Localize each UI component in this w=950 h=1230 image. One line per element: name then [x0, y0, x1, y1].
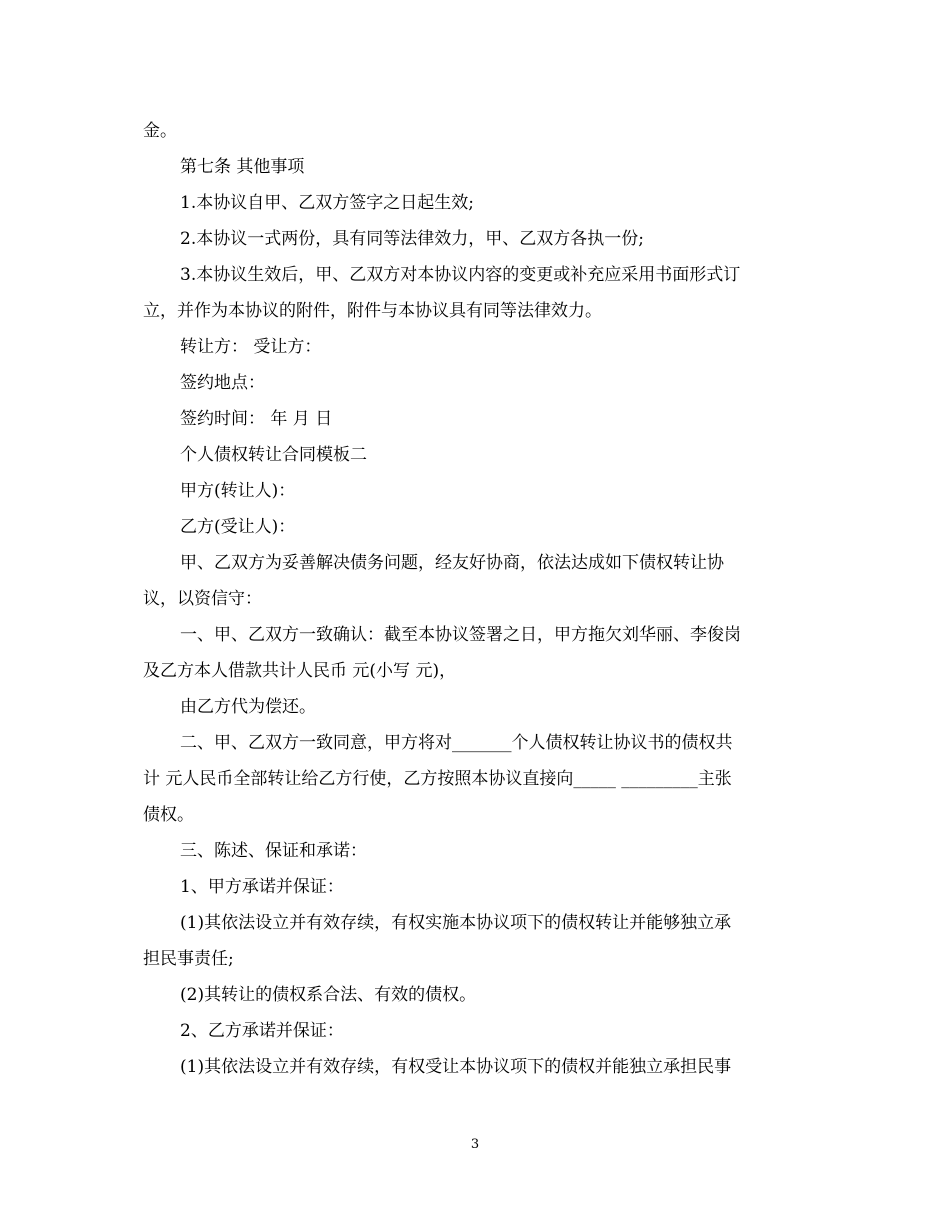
text-line: 个人债权转让合同模板二 — [180, 445, 367, 465]
text-line: 2.本协议一式两份，具有同等法律效力，甲、乙双方各执一份; — [180, 229, 644, 249]
text-line: 议，以资信守： — [143, 589, 262, 609]
text-line: 由乙方代为偿还。 — [180, 697, 316, 717]
document-body — [143, 113, 808, 1085]
text-line: 甲、乙双方为妥善解决债务问题，经友好协商，依法达成如下债权转让协 — [180, 553, 724, 573]
text-line: 第七条 其他事项 — [180, 157, 305, 177]
text-line: 转让方： 受让方： — [180, 337, 322, 357]
text-line: (1)其依法设立并有效存续，有权受让本协议项下的债权并能独立承担民事 — [180, 1057, 732, 1077]
text-line: 1、甲方承诺并保证： — [180, 877, 344, 897]
text-line: 2、乙方承诺并保证： — [180, 1021, 344, 1041]
text-line: 立，并作为本协议的附件，附件与本协议具有同等法律效力。 — [143, 301, 602, 321]
text-line: 债权。 — [143, 805, 194, 825]
text-line: 及乙方本人借款共计人民币 元(小写 元)， — [143, 661, 457, 681]
text-line: 计 元人民币全部转让给乙方行使，乙方按照本协议直接向_____ _________主张 — [143, 769, 732, 789]
text-line: (1)其依法设立并有效存续，有权实施本协议项下的债权转让并能够独立承 — [180, 913, 732, 933]
text-line: 乙方(受让人)： — [180, 517, 296, 537]
text-line: (2)其转让的债权系合法、有效的债权。 — [180, 985, 477, 1005]
text-line: 二、甲、乙双方一致同意，甲方将对_______个人债权转让协议书的债权共 — [180, 733, 733, 753]
text-line: 3.本协议生效后，甲、乙双方对本协议内容的变更或补充应采用书面形式订 — [180, 265, 741, 285]
text-line: 签约时间： 年 月 日 — [180, 409, 333, 429]
text-line: 担民事责任; — [143, 949, 234, 969]
text-line: 甲方(转让人)： — [180, 481, 296, 501]
text-line: 金。 — [143, 121, 177, 141]
text-line: 一、甲、乙双方一致确认：截至本协议签署之日，甲方拖欠刘华丽、李俊岗 — [180, 625, 741, 645]
page-number: 3 — [470, 1137, 480, 1152]
text-line: 签约地点： — [180, 373, 265, 393]
text-line: 三、陈述、保证和承诺： — [180, 841, 367, 861]
text-line: 1.本协议自甲、乙双方签字之日起生效; — [180, 193, 474, 213]
